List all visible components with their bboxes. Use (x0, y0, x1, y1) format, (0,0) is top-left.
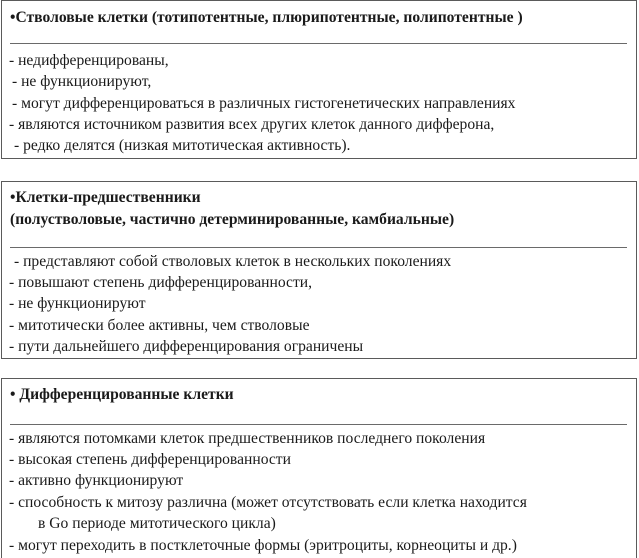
progenitor-cells-title: •Клетки-предшественники (10, 189, 201, 206)
progenitor-cells-subtitle: (полустволовые, частично детерминированные, камбиальные) (10, 211, 455, 228)
list-item: - активно функционируют (9, 472, 184, 489)
progenitor-cells-box (1, 181, 637, 359)
list-item: - не функционируют (9, 295, 146, 312)
differentiated-cells-divider (10, 424, 627, 425)
differentiated-cells-box (1, 378, 637, 558)
list-item: - представляют собой стволовых клеток в нескольких поколениях (14, 253, 452, 270)
list-item: - редко делятся (низкая митотическая активность). (14, 137, 351, 154)
list-item-continuation: в Go периоде митотического цикла) (38, 515, 276, 532)
list-item: - повышают степень дифференцированности, (9, 274, 313, 291)
list-item: - недифференцированы, (9, 52, 169, 69)
differentiated-cells-title: • Дифференцированные клетки (10, 386, 234, 403)
list-item: - митотически более активны, чем стволовые (9, 317, 310, 334)
list-item: - являются источником развития всех других клеток данного дифферона, (9, 116, 495, 133)
list-item: - могут дифференцироваться в различных гистогенетических направлениях (12, 95, 516, 112)
stem-cells-title: •Стволовые клетки (тотипотентные, плюрипотентные, полипотентные ) (10, 9, 523, 26)
list-item: - высокая степень дифференцированности (9, 451, 291, 468)
stem-cells-divider (10, 43, 627, 44)
progenitor-cells-divider (10, 247, 627, 248)
list-item: - не функционируют, (12, 73, 152, 90)
list-item: - пути дальнейшего дифференцирования ограничены (9, 338, 364, 355)
stem-cells-box (1, 0, 637, 159)
list-item: - способность к митозу различна (может отсутствовать если клетка находится (9, 494, 527, 511)
list-item: - являются потомками клеток предшественников последнего поколения (9, 430, 486, 447)
list-item: - могут переходить в постклеточные формы (эритроциты, корнеоциты и др.) (9, 537, 517, 554)
